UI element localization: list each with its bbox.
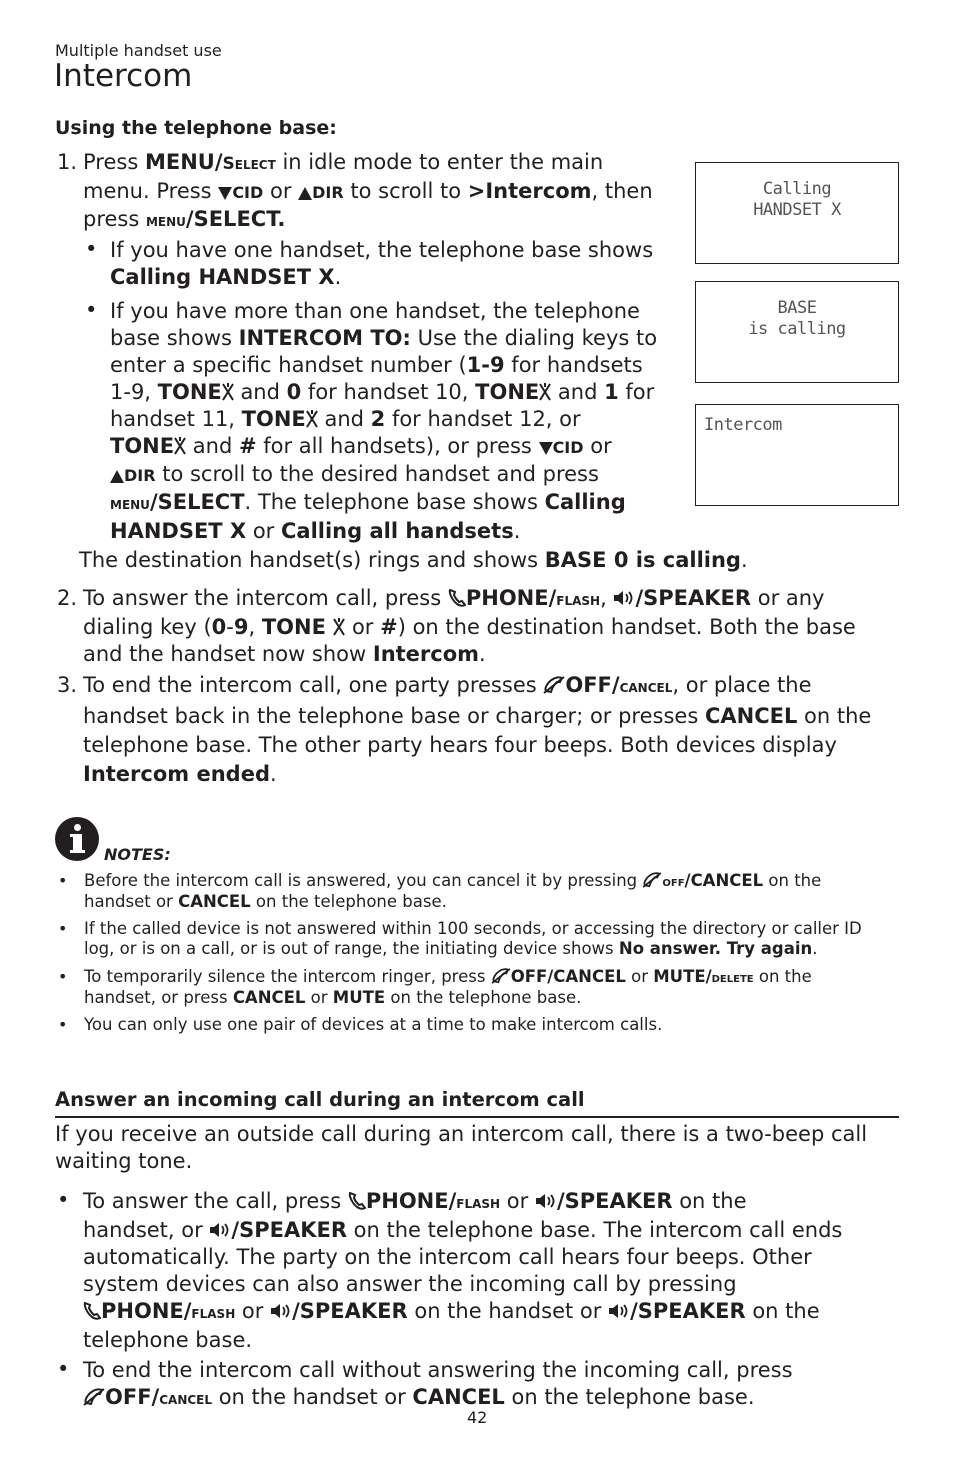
lcd-screen-intercom: Intercom [695,404,899,506]
bullet-dot: • [58,967,68,986]
bullet-dot: • [57,1188,70,1212]
bullet-multiple-handsets: If you have more than one handset, the telephone base shows INTERCOM TO: Use the dialing keys to enter a specific handset number (1-9 for handsets 1-9, TONE and 0 for handset 10, TONE and 1 for handset 11, TONE and 2 for handset 12, or TONE and # for all handsets), or press CID or DIR to scroll to the desired handset and press menu/SELECT. The telephone base shows Calling HANDSET X or Calling all handsets. [110,299,658,543]
note-no-answer: If the called device is not answered within 100 seconds, or accessing the directory or caller ID log, or is on a call, or is out of range, the initiating device shows No answer. Try again. [84,919,862,958]
off-hook-icon [642,872,662,888]
step-1-number: 1. [57,150,78,174]
bullet-end-intercom: To end the intercom call without answering the incoming call, press OFF/cancel on the handset or CANCEL on the telephone base. [83,1358,793,1409]
tone-star-icon [222,383,234,401]
speaker-icon [608,1302,630,1320]
down-arrow-icon [539,442,553,455]
speaker-icon [270,1302,292,1320]
down-arrow-icon [218,187,232,200]
lcd-screen-base-calling: BASE is calling [695,281,899,383]
tone-star-icon [174,437,186,455]
info-icon [55,817,99,861]
phone-icon [448,589,466,607]
answer-section-heading: Answer an incoming call during an intercom call [55,1088,585,1111]
tone-star-icon [306,410,318,428]
destination-text: The destination handset(s) rings and shows BASE 0 is calling. [79,548,748,572]
speaker-icon [613,589,635,607]
bullet-answer-call: To answer the call, press PHONE/flash or /SPEAKER on the handset, or /SPEAKER on the telephone base. The intercom call ends automatically. The party on the intercom call hears four beeps. Other system devices can also answer the incoming call by pressing PHONE/flash or /SPEAKER on the handset or /SPEAKER on the telephone base. [83,1189,843,1352]
bullet-one-handset: If you have one handset, the telephone base shows Calling HANDSET X. [110,238,654,289]
phone-icon [348,1192,366,1210]
bullet-dot: • [58,919,68,938]
lcd-screen-calling-handset: Calling HANDSET X [695,162,899,264]
bullet-dot: • [58,871,68,890]
off-hook-icon [83,1388,105,1406]
step-3-number: 3. [57,673,78,697]
up-arrow-icon [298,187,312,200]
bullet-dot: • [85,237,98,261]
note-one-pair: You can only use one pair of devices at a time to make intercom calls. [84,1015,663,1034]
step-3-text: To end the intercom call, one party presses OFF/cancel, or place the handset back in the telephone base or charger; or presses CANCEL on the telephone base. The other party hears four beeps. Both devices display Intercom ended. [83,673,872,786]
note-silence-ringer: To temporarily silence the intercom ringer, press OFF/CANCEL or MUTE/delete on the handset, or press CANCEL or MUTE on the telephone base. [84,967,812,1007]
step-2-number: 2. [57,586,78,610]
page-number: 42 [467,1408,488,1427]
step-2-text: To answer the intercom call, press PHONE/flash, /SPEAKER or any dialing key (0-9, TONE or #) on the destination handset. Both the base and the handset now show Intercom. [83,586,856,666]
off-hook-icon [543,676,565,694]
answer-section-intro: If you receive an outside call during an intercom call, there is a two-beep call waiting tone. [55,1122,868,1173]
notes-label: NOTES: [104,845,171,864]
subsection-heading: Using the telephone base: [55,117,337,139]
step-1-text: Press MENU/Select in idle mode to enter the main menu. Press CID or DIR to scroll to >Intercom, then press menu/SELECT. [83,150,653,231]
bullet-dot: • [57,1357,70,1381]
speaker-icon [209,1221,231,1239]
phone-icon [83,1302,101,1320]
note-cancel-before-answer: Before the intercom call is answered, you can cancel it by pressing off/CANCEL on the handset or CANCEL on the telephone base. [84,871,822,911]
speaker-icon [535,1192,557,1210]
off-hook-icon [491,968,511,984]
section-divider [55,1116,899,1118]
bullet-dot: • [58,1015,68,1034]
tone-star-icon [539,383,551,401]
tone-star-icon [333,618,345,636]
section-label: Multiple handset use [55,41,222,60]
page-title: Intercom [54,58,193,94]
up-arrow-icon [110,470,124,483]
bullet-dot: • [85,298,98,322]
